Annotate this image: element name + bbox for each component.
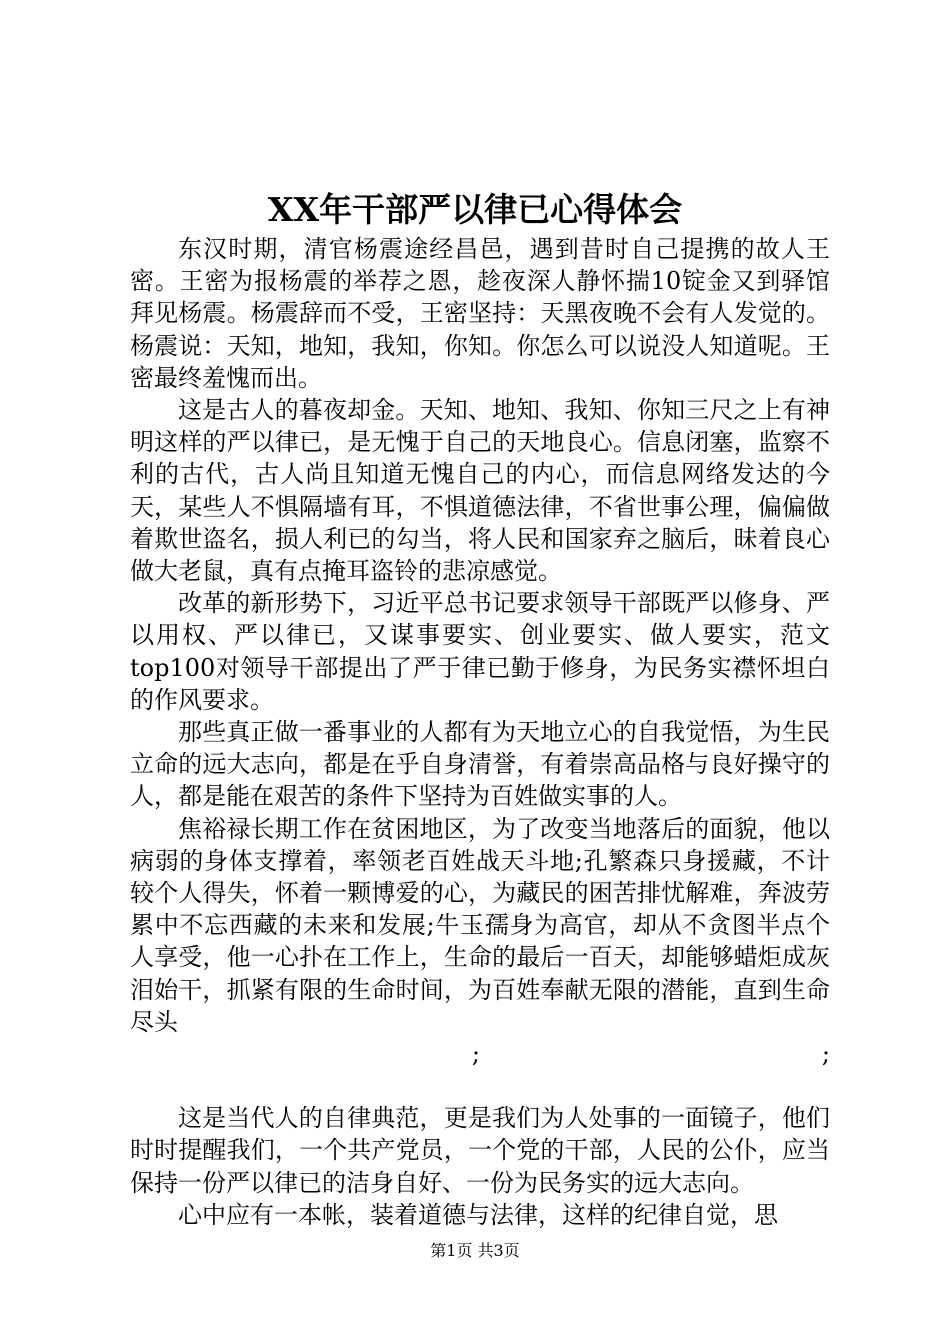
fill-line-mark-1: ; [471,1040,480,1069]
document-body [130,233,830,1231]
fill-line [130,1038,830,1070]
paragraph-5: 焦裕禄长期工作在贫困地区，为了改变当地落后的面貌，他以病弱的身体支撑着，率领老百姓战天斗地;孔繁森只身援藏，不计较个人得失，怀着一颗博爱的心，为藏民的困苦排忧解难，奔波劳累中不忘西藏的未来和发展;牛玉孺身为高官，却从不贪图半点个人享受，他一心扑在工作上，生命的最后一百天，却能够蜡炬成灰泪始干，抓紧有限的生命时间，为百姓奉献无限的潜能，直到生命尽头 [130,814,830,1036]
paragraph-7: 心中应有一本帐，装着道德与法律，这样的纪律自觉，思 [178,1200,778,1229]
paragraph-1: 东汉时期，清官杨震途经昌邑，遇到昔时自己提携的故人王密。王密为报杨震的举荐之恩，趁夜深人静怀揣10锭金又到驿馆拜见杨震。杨震辞而不受，王密坚持：天黑夜晚不会有人发觉的。杨震说：天知，地知，我知，你知。你怎么可以说没人知道呢。王密最终羞愧而出。 [130,235,830,392]
paragraph-3: 改革的新形势下，习近平总书记要求领导干部既严以修身、严以用权、严以律已，又谋事要实、创业要实、做人要实，范文top100对领导干部提出了严于律已勤于修身，为民务实襟怀坦白的作风要求。 [130,589,830,714]
paragraph-2: 这是古人的暮夜却金。天知、地知、我知、你知三尺之上有神明这样的严以律已，是无愧于自己的天地良心。信息闭塞，监察不利的古代，古人尚且知道无愧自己的内心，而信息网络发达的今天，某些人不惧隔墙有耳，不惧道德法律，不省世事公理，偏偏做着欺世盗名，损人利已的勾当，将人民和国家弃之脑后，昧着良心做大老鼠，真有点掩耳盗铃的悲凉感觉。 [130,396,830,586]
paragraph-4: 那些真正做一番事业的人都有为天地立心的自我觉悟，为生民立命的远大志向，都是在乎自身清誉，有着崇高品格与良好操守的人，都是能在艰苦的条件下坚持为百姓做实事的人。 [130,718,830,811]
page-footer: 第1页 共3页 [430,1241,520,1260]
paragraph-6: 这是当代人的自律典范，更是我们为人处事的一面镜子，他们时时提醒我们，一个共产党员，一个党的干部，人民的公仆，应当保持一份严以律已的洁身自好、一份为民务实的远大志向。 [130,1104,830,1197]
fill-line-mark-2: ; [821,1040,830,1069]
document-title: XX年干部严以律已心得体会 [267,190,683,229]
